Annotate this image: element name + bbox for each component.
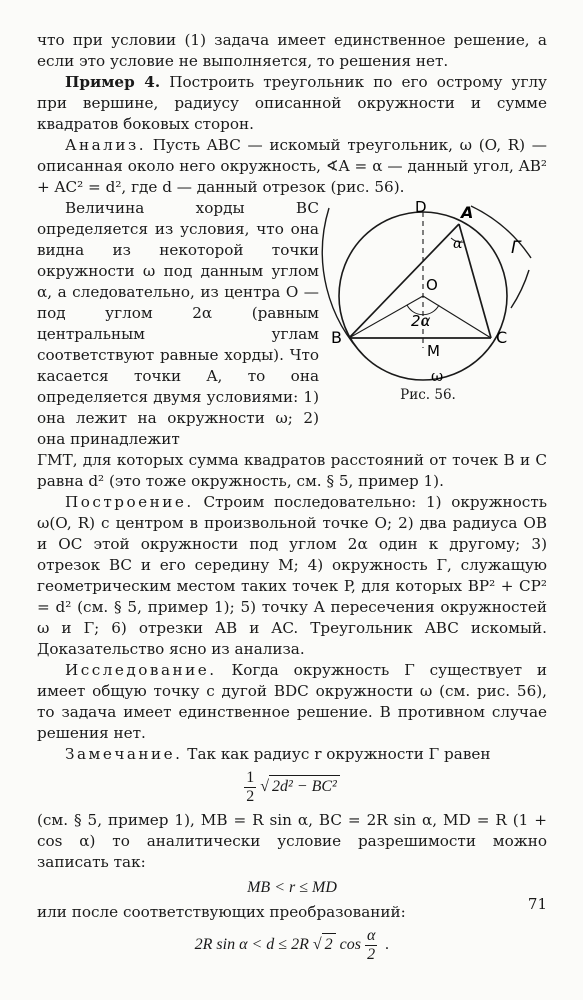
- figure-caption: Рис. 56.: [400, 387, 456, 403]
- label-omega: ω: [430, 367, 443, 383]
- label-c: C: [495, 328, 507, 347]
- paragraph-after-formula: (см. § 5, пример 1), MB = R sin α, BC = 2R sin α, MD = R (1 + cos α) то аналитически условие разрешимости можно записать так:: [37, 811, 547, 871]
- paragraph-analysis: [37, 135, 547, 198]
- fraction-half: [244, 769, 256, 806]
- analysis-text: Пусть ABC — искомый треугольник, ω (O, R) — описанная около него окружность, ∢A = α — данный угол, AB² + AC² = d², где d — данный отрезок (рис. 56).: [37, 136, 547, 196]
- paragraph-chord: Величина хорды BC определяется из условия, что она видна из некоторой точки окружности ω под данным углом α, а следовательно, из центра O — под углом 2α (равным центральным углам соответствуют равные хорды). Что касается точки A, то она определяется двумя условиями: 1) она лежит на окружности ω; 2) она принадлежит: [37, 199, 319, 448]
- formula-condition: MB < r ≤ MD: [247, 879, 337, 896]
- gamma-arc-left: [322, 208, 366, 358]
- remark-label: Замечание.: [65, 745, 183, 763]
- figure-56: [319, 198, 547, 450]
- fraction-num: 1: [246, 769, 255, 786]
- final-sqrt-radicand: 2: [322, 933, 336, 955]
- analysis-label: Анализ.: [65, 136, 147, 154]
- paragraph-gmt: ГМТ, для которых сумма квадратов расстояний от точек B и C равна d² (это тоже окружность, см. § 5, пример 1).: [37, 451, 547, 490]
- research-label: Исследование.: [65, 661, 217, 679]
- paragraph-remark: [37, 744, 547, 765]
- label-2alpha: 2α: [410, 312, 430, 330]
- final-fraction-num: α: [366, 927, 376, 944]
- gamma-arc-right: [511, 270, 529, 308]
- final-end: .: [381, 936, 390, 954]
- formula-radius: [37, 769, 547, 806]
- label-d: D: [414, 198, 427, 216]
- gamma-arc-top: [471, 206, 531, 258]
- final-left: 2R sin α < d ≤ 2R: [194, 936, 313, 954]
- figure-diagram: [321, 198, 546, 383]
- sqrt-radicand: 2d² − BC²: [269, 775, 340, 797]
- label-a: A: [460, 203, 473, 222]
- fraction-den: 2: [246, 788, 255, 805]
- final-sqrt-sign: √: [312, 936, 322, 954]
- page-number: 71: [527, 895, 547, 913]
- paragraph-research: [37, 660, 547, 744]
- construction-label: Построение.: [65, 493, 194, 511]
- remark-text: Так как радиус r окружности Γ равен: [182, 745, 491, 763]
- side-ab: [349, 224, 459, 338]
- paragraph-intro: что при условии (1) задача имеет единственное решение, а если это условие не выполняется, то решения нет.: [37, 31, 547, 70]
- example-label: Пример 4.: [65, 73, 161, 91]
- left-column: [37, 198, 319, 450]
- final-fraction-den: 2: [367, 946, 376, 963]
- paragraph-example: [37, 72, 547, 135]
- label-gamma: Γ: [510, 238, 520, 258]
- final-fraction: [365, 927, 377, 964]
- label-b: B: [330, 328, 342, 347]
- sqrt-sign: √: [260, 778, 269, 796]
- formula-final: [37, 927, 547, 964]
- research-text: Когда окружность Γ существует и имеет общую точку с дугой BDC окружности ω (см. рис. 56), то задача имеет единственное решение. В противном случае решения нет.: [37, 661, 547, 742]
- label-m: M: [426, 342, 440, 360]
- example-text: Построить треугольник по его острому углу при вершине, радиусу описанной окружности и сумме квадратов боковых сторон.: [37, 73, 547, 133]
- page-content: [37, 30, 547, 968]
- final-cos: cos: [335, 936, 365, 954]
- label-o: O: [425, 276, 438, 294]
- paragraph-construction: [37, 492, 547, 660]
- label-alpha: α: [452, 236, 462, 252]
- paragraph-before-final: или после соответствующих преобразований:: [37, 903, 406, 921]
- text-figure-row: [37, 198, 547, 450]
- construction-text: Строим последовательно: 1) окружность ω(O, R) с центром в произвольной точке O; 2) два радиуса OB и OC этой окружности под углом 2α один к другому; 3) отрезок BC и его середину M; 4) окружность Γ, служащую геометрическим местом таких точек P, для которых BP² + CP² = d² (см. § 5, пример 1); 5) точку A пересечения окружностей ω и Γ; 6) отрезки AB и AC. Треугольник ABC искомый. Доказательство ясно из анализа.: [37, 493, 547, 658]
